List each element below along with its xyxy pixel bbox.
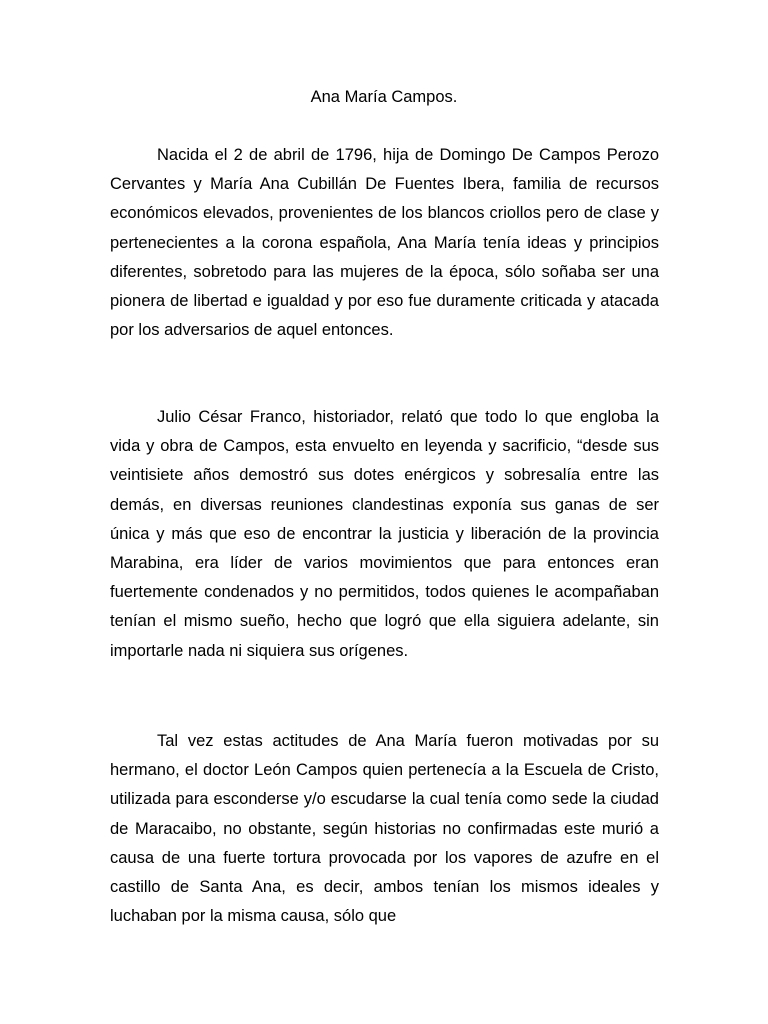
document-title: Ana María Campos. bbox=[310, 88, 458, 106]
paragraph-brother: Tal vez estas actitudes de Ana María fueron motivadas por su hermano, el doctor León Campos quien pertenecía a la Escuela de Cristo, utilizada para esconderse y/o escudarse la cual tenía como sede la ciudad de Maracaibo, no obstante, según historias no confirmadas este murió a causa de una fuerte tortura provocada por los vapores de azufre en el castillo de Santa Ana, es decir, ambos tenían los mismos ideales y luchaban por la misma causa, sólo que bbox=[110, 732, 659, 926]
paragraph-historian: Julio César Franco, historiador, relató que todo lo que engloba la vida y obra de Campos, esta envuelto en leyenda y sacrificio, “desde sus veintisiete años demostró sus dotes enérgicos y sobresalía entre las demás, en diversas reuniones clandestinas exponía sus ganas de ser única y más que eso de encontrar la justicia y liberación de la provincia Marabina, era líder de varios movimientos que para entonces eran fuertemente condenados y no permitidos, todos quienes le acompañaban tenían el mismo sueño, hecho que logró que ella siguiera adelante, sin importarle nada ni siquiera sus orígenes. bbox=[110, 408, 659, 660]
paragraph-birth: Nacida el 2 de abril de 1796, hija de Domingo De Campos Perozo Cervantes y María Ana Cubillán De Fuentes Ibera, familia de recursos económicos elevados, provenientes de los blancos criollos pero de clase y pertenecientes a la corona española, Ana María tenía ideas y principios diferentes, sobretodo para las mujeres de la época, sólo soñaba ser una pionera de libertad e igualdad y por eso fue duramente criticada y atacada por los adversarios de aquel entonces. bbox=[110, 146, 659, 340]
